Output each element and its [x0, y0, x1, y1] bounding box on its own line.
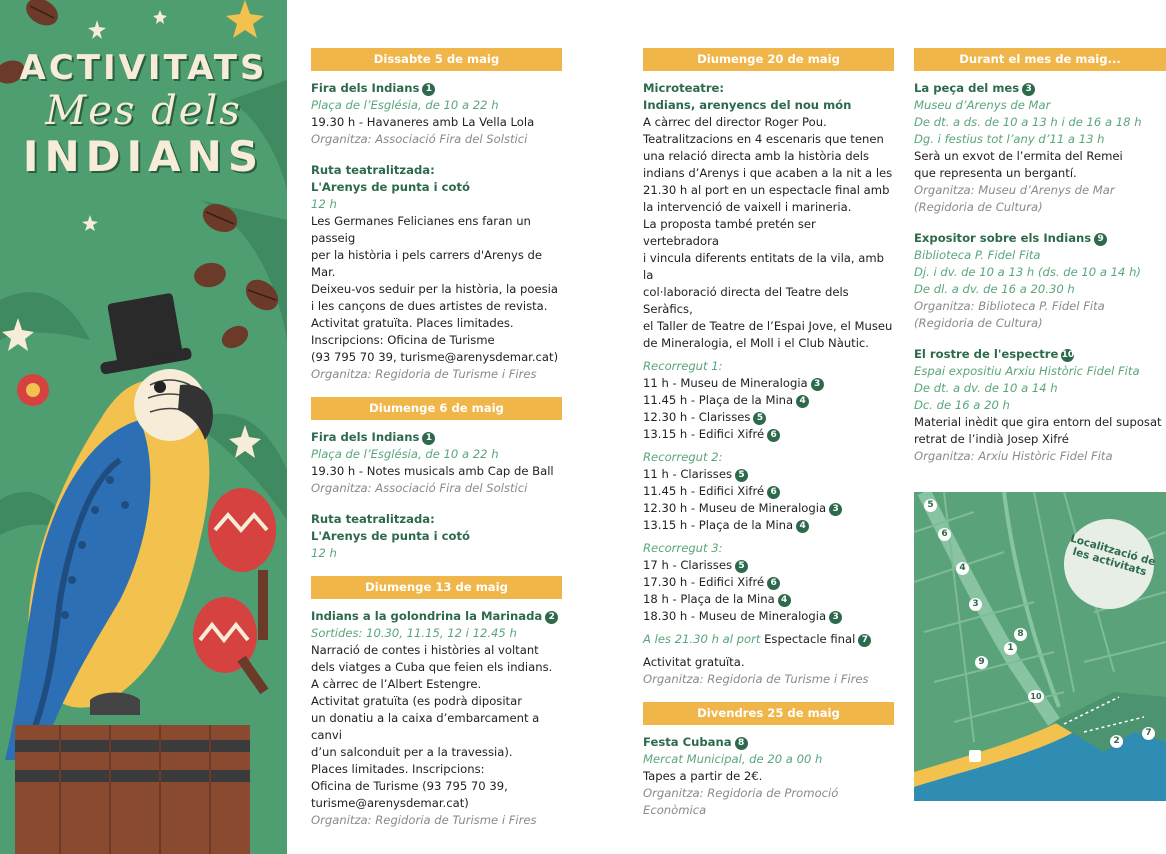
route-stop: 17 h - Clarisses 5	[643, 557, 894, 574]
event-organizer: Organitza: Associació Fira del Solstici	[311, 132, 528, 146]
event-time: 12 h	[311, 197, 337, 211]
event-line: la intervenció de vaixell i marineria.	[643, 200, 852, 214]
event-place: Biblioteca P. Fidel Fita	[914, 248, 1041, 262]
event-hours: De dt. a dv. de 10 a 14 h	[914, 381, 1058, 395]
event-hours: De dl. a dv. de 16 a 20.30 h	[914, 282, 1075, 296]
route-stop: 12.30 h - Clarisses 5	[643, 409, 894, 426]
event-fira-indians-5	[311, 80, 562, 148]
route-stop: 18.30 h - Museu de Mineralogia 3	[643, 608, 894, 625]
location-number-badge: 3	[829, 503, 842, 516]
event-line: Les Germanes Felicianes ens faran un passeig	[311, 214, 531, 245]
map-marker: 2	[1110, 735, 1123, 748]
event-organizer: Organitza: Arxiu Històric Fidel Fita	[914, 449, 1113, 463]
route-stop: 18 h - Plaça de la Mina 4	[643, 591, 894, 608]
route-stop: 12.30 h - Museu de Mineralogia 3	[643, 500, 894, 517]
location-number-badge: 4	[796, 395, 809, 408]
event-line: 21.30 h al port en un espectacle final amb	[643, 183, 890, 197]
event-line: (93 795 70 39, turisme@arenysdemar.cat)	[311, 350, 559, 364]
location-number-badge: 3	[811, 378, 824, 391]
location-number-badge: 5	[735, 469, 748, 482]
event-title: Microteatre:	[643, 81, 725, 95]
location-number-badge: 4	[778, 594, 791, 607]
location-number-badge: 8	[735, 737, 748, 750]
event-organizer: Organitza: Regidoria de Turisme i Fires	[643, 672, 869, 686]
date-header: Divendres 25 de maig	[643, 702, 894, 725]
event-peca-del-mes	[914, 80, 1166, 216]
event-organizer: (Regidoria de Cultura)	[914, 200, 1043, 214]
event-title: Fira dels Indians 1	[311, 429, 562, 446]
event-ruta-teatralitzada-6	[311, 511, 562, 562]
event-line: una relació directa amb la història dels	[643, 149, 869, 163]
location-number-badge: 9	[1094, 233, 1107, 246]
date-header: Diumenge 13 de maig	[311, 576, 562, 599]
route-stop: 17.30 h - Edifici Xifré 6	[643, 574, 894, 591]
event-text: 19.30 h - Notes musicals amb Cap de Ball	[311, 464, 554, 478]
map-marker: 1	[1004, 642, 1017, 655]
event-organizer: Organitza: Museu d’Arenys de Mar	[914, 183, 1115, 197]
location-number-badge: 6	[767, 429, 780, 442]
event-subtitle: L'Arenys de punta i cotó	[311, 529, 471, 543]
date-header: Diumenge 20 de maig	[643, 48, 894, 71]
event-festa-cubana	[643, 734, 894, 819]
event-time: 12 h	[311, 546, 337, 560]
event-place: Plaça de l’Església, de 10 a 22 h	[311, 447, 499, 461]
map-marker: 10	[1028, 690, 1044, 703]
column-3	[914, 48, 1166, 479]
event-line: que representa un bergantí.	[914, 166, 1077, 180]
event-line: Deixeu-vos seduir per la història, la poesia	[311, 282, 559, 296]
event-title: La peça del mes 3	[914, 80, 1166, 97]
event-place: Espai expositiu Arxiu Històric Fidel Fita	[914, 364, 1140, 378]
date-header: Dissabte 5 de maig	[311, 48, 562, 71]
location-number-badge: 7	[858, 634, 871, 647]
route-label: Recorregut 3:	[643, 541, 723, 555]
event-title: El rostre de l'espectre 10	[914, 347, 1075, 361]
event-text: 19.30 h - Havaneres amb La Vella Lola	[311, 115, 535, 129]
event-line: Places limitades. Inscripcions:	[311, 762, 485, 776]
event-free: Activitat gratuïta.	[643, 655, 745, 669]
map-marker: 7	[1142, 727, 1155, 740]
event-hours: Dj. i dv. de 10 a 13 h (ds. de 10 a 14 h)	[914, 265, 1141, 279]
route-stop: 11 h - Clarisses 5	[643, 466, 894, 483]
event-line: d’un salconduit per a la travessia).	[311, 745, 513, 759]
event-time: Sortides: 10.30, 11.15, 12 i 12.45 h	[311, 626, 517, 640]
column-1	[311, 48, 562, 843]
event-line: un donatiu a la caixa d’embarcament a canvi	[311, 711, 540, 742]
event-line: Oficina de Turisme (93 795 70 39,	[311, 779, 508, 793]
route-stop: 11 h - Museu de Mineralogia 3	[643, 375, 894, 392]
event-organizer: Organitza: Associació Fira del Solstici	[311, 481, 528, 495]
event-line: i les cançons de dues artistes de revista.	[311, 299, 548, 313]
event-organizer: Organitza: Regidoria de Promoció	[643, 786, 839, 800]
event-microteatre	[643, 80, 894, 688]
event-line: La proposta també pretén ser vertebradora	[643, 217, 816, 248]
event-place: Mercat Municipal, de 20 a 00 h	[643, 752, 823, 766]
event-organizer: Organitza: Biblioteca P. Fidel Fita	[914, 299, 1105, 313]
location-map	[914, 492, 1166, 801]
route-stop: 13.15 h - Plaça de la Mina 4	[643, 517, 894, 534]
location-number-badge: 2	[545, 611, 558, 624]
event-line: Activitat gratuïta. Places limitades.	[311, 316, 514, 330]
event-hours: Dc. de 16 a 20 h	[914, 398, 1010, 412]
map-marker: 9	[975, 656, 988, 669]
event-title: Indians a la golondrina la Marinada 2	[311, 608, 562, 625]
route-label: Recorregut 1:	[643, 359, 723, 373]
route-label: Recorregut 2:	[643, 450, 723, 464]
event-golondrina	[311, 608, 562, 829]
title-line-2: Mes dels	[45, 88, 242, 134]
event-line: indians d’Arenys i que acaben a la nit a les	[643, 166, 893, 180]
date-header: Durant el mes de maig...	[914, 48, 1166, 71]
event-place: Plaça de l’Església, de 10 a 22 h	[311, 98, 499, 112]
event-line: i vincula diferents entitats de la vila, amb la	[643, 251, 885, 282]
event-line: A càrrec del director Roger Pou.	[643, 115, 827, 129]
event-line: per la història i pels carrers d'Arenys de Mar.	[311, 248, 543, 279]
location-number-badge: 4	[796, 520, 809, 533]
event-line: Narració de contes i històries al voltant	[311, 643, 539, 657]
map-marker: 8	[1014, 628, 1027, 641]
location-number-badge: 6	[767, 577, 780, 590]
map-marker: 3	[969, 598, 982, 611]
event-line: Activitat gratuïta (es podrà dipositar	[311, 694, 522, 708]
event-line: col·laboració directa del Teatre dels Seràfics,	[643, 285, 849, 316]
event-organizer: Organitza: Regidoria de Turisme i Fires	[311, 367, 537, 381]
event-line: el Taller de Teatre de l’Espai Jove, el Museu	[643, 319, 893, 333]
event-organizer: Econòmica	[643, 803, 707, 817]
event-organizer: (Regidoria de Cultura)	[914, 316, 1043, 330]
event-title: Festa Cubana 8	[643, 734, 894, 751]
event-title: Fira dels Indians 1	[311, 80, 562, 97]
event-line: turisme@arenysdemar.cat)	[311, 796, 469, 810]
event-rostre-espectre	[914, 346, 1166, 465]
location-number-badge: 5	[753, 412, 766, 425]
route-stop: 11.45 h - Edifici Xifré 6	[643, 483, 894, 500]
location-number-badge: 3	[829, 611, 842, 624]
map-marker: 4	[956, 562, 969, 575]
event-title: Ruta teatralitzada:	[311, 512, 435, 526]
event-line: de Mineralogia, el Moll i el Club Nàutic.	[643, 336, 869, 350]
map-marker: 6	[938, 528, 951, 541]
event-fira-indians-6	[311, 429, 562, 497]
route-stop: 11.45 h - Plaça de la Mina 4	[643, 392, 894, 409]
event-hours: De dt. a ds. de 10 a 13 h i de 16 a 18 h	[914, 115, 1142, 129]
event-line: A càrrec de l’Albert Estengre.	[311, 677, 482, 691]
route-stop: 13.15 h - Edifici Xifré 6	[643, 426, 894, 443]
event-subtitle: Indians, arenyencs del nou món	[643, 98, 852, 112]
event-organizer: Organitza: Regidoria de Turisme i Fires	[311, 813, 537, 827]
event-line: Inscripcions: Oficina de Turisme	[311, 333, 495, 347]
event-line: Material inèdit que gira entorn del suposat	[914, 415, 1162, 429]
event-line: retrat de l’indià Josep Xifré	[914, 432, 1069, 446]
map-marker: 5	[924, 499, 937, 512]
location-number-badge: 6	[767, 486, 780, 499]
event-title: Expositor sobre els Indians 9	[914, 230, 1166, 247]
location-number-badge: 1	[422, 83, 435, 96]
event-expositor	[914, 230, 1166, 332]
event-subtitle: L'Arenys de punta i cotó	[311, 180, 471, 194]
location-number-badge: 5	[735, 560, 748, 573]
location-number-badge: 10	[1061, 350, 1075, 360]
event-place: Museu d’Arenys de Mar	[914, 98, 1051, 112]
map-badge: Localització de les activitats	[1053, 508, 1164, 619]
title-line-3: INDIANS	[22, 132, 265, 181]
event-text: Tapes a partir de 2€.	[643, 769, 763, 783]
cover-illustration	[0, 0, 287, 854]
location-number-badge: 1	[422, 432, 435, 445]
event-line: Serà un exvot de l’ermita del Remei	[914, 149, 1123, 163]
event-line: Teatralitzacions en 4 escenaris que tenen	[643, 132, 884, 146]
event-ruta-teatralitzada-5	[311, 162, 562, 383]
column-2	[643, 48, 894, 833]
location-number-badge: 3	[1022, 83, 1035, 96]
event-title: Ruta teatralitzada:	[311, 163, 435, 177]
date-header: Diumenge 6 de maig	[311, 397, 562, 420]
final-show: A les 21.30 h al port Espectacle final 7	[643, 631, 894, 648]
event-hours: Dg. i festius tot l’any d’11 a 13 h	[914, 132, 1105, 146]
title-line-1: ACTIVITATS	[19, 48, 268, 88]
event-line: dels viatges a Cuba que feien els indians.	[311, 660, 553, 674]
